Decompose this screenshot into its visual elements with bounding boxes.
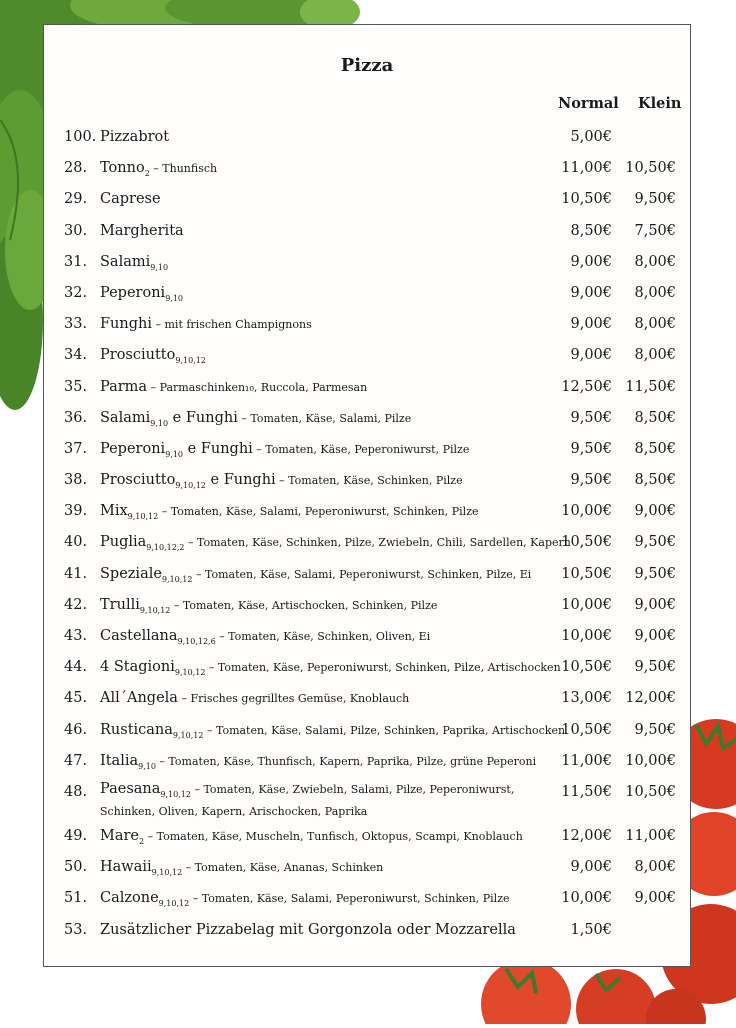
price-klein: 8,50€ — [634, 472, 676, 489]
item-description: – Tomaten, Käse, Muscheln, Tunfisch, Oktopus, Scampi, Knoblauch — [144, 829, 523, 843]
item-name-block — [100, 441, 469, 459]
menu-item — [44, 918, 690, 949]
item-allergen-codes: 9,10,12 — [175, 356, 206, 366]
item-name-suffix: e Funghi — [183, 440, 253, 457]
price-normal: 10,50€ — [561, 659, 612, 676]
item-name-block — [100, 503, 479, 521]
price-klein: 8,00€ — [634, 284, 676, 301]
item-name: Prosciutto — [100, 472, 176, 489]
item-name: Peperoni — [100, 440, 166, 457]
item-name-block — [100, 922, 516, 938]
item-allergen-codes: 9,10,12 — [160, 789, 191, 799]
menu-item — [44, 655, 690, 686]
item-name-block — [100, 690, 409, 706]
item-number: 32. — [64, 284, 88, 301]
price-klein: 7,50€ — [634, 222, 676, 239]
item-name-block — [100, 410, 411, 428]
item-name: Pizzabrot — [100, 129, 170, 145]
item-description: – Parmaschinken₁₀, Ruccola, Parmesan — [147, 380, 368, 394]
price-klein: 9,50€ — [634, 659, 676, 676]
item-name-suffix: e Funghi — [205, 472, 276, 489]
price-klein: 11,50€ — [625, 378, 676, 395]
price-normal: 9,50€ — [570, 472, 612, 489]
item-name-block — [100, 223, 184, 239]
menu-item — [44, 437, 690, 468]
item-name: Hawaii — [100, 859, 152, 876]
price-klein: 8,50€ — [634, 440, 676, 457]
item-description: – Tomaten, Käse, Thunfisch, Kapern, Paprika, Pilze, grüne Peperoni — [155, 754, 537, 768]
price-normal: 10,50€ — [561, 534, 612, 551]
price-normal: 10,00€ — [561, 628, 612, 644]
price-klein: 9,50€ — [634, 721, 676, 738]
item-name-block — [100, 191, 161, 207]
item-name-block — [100, 659, 561, 677]
item-number: 40. — [64, 534, 88, 551]
item-number: 51. — [64, 890, 88, 907]
price-normal: 11,50€ — [561, 783, 612, 800]
price-normal: 10,00€ — [561, 890, 612, 907]
price-normal: 5,00€ — [570, 129, 612, 145]
price-normal: 12,00€ — [561, 827, 612, 844]
price-klein: 9,50€ — [634, 565, 676, 582]
item-description: – Tomaten, Käse, Schinken, Oliven, Ei — [215, 630, 431, 643]
item-description: – Tomaten, Käse, Salami, Peperoniwurst, Schinken, Pilze — [189, 892, 510, 906]
menu-card — [43, 24, 691, 967]
price-klein: 8,00€ — [634, 253, 676, 270]
price-normal: 8,50€ — [570, 222, 612, 239]
price-normal: 10,00€ — [561, 503, 612, 520]
price-klein: 10,00€ — [625, 752, 676, 769]
item-description: – Tomaten, Käse, Artischocken, Schinken, Pilze — [170, 598, 438, 612]
item-number: 30. — [64, 222, 88, 239]
price-normal: 10,50€ — [561, 565, 612, 582]
item-allergen-codes: 9,10,12,2 — [146, 543, 185, 553]
menu-item — [44, 375, 690, 406]
item-name: Zusätzlicher Pizzabelag mit Gorgonzola oder Mozzarella — [100, 921, 516, 938]
item-number: 50. — [64, 859, 88, 876]
price-normal: 10,50€ — [561, 191, 612, 208]
item-name-block — [100, 597, 437, 615]
price-normal: 9,00€ — [570, 859, 612, 876]
item-allergen-codes: 2 — [144, 169, 150, 179]
item-name: All´Angela — [100, 690, 178, 707]
menu-item — [44, 530, 690, 561]
item-name-block — [100, 379, 367, 395]
menu-item — [44, 499, 690, 530]
item-number: 49. — [64, 827, 88, 844]
item-allergen-codes: 9,10,12 — [127, 512, 159, 522]
item-name: Funghi — [100, 316, 152, 333]
item-description: – Tomaten, Käse, Ananas, Schinken — [182, 861, 384, 875]
menu-item — [44, 156, 690, 187]
menu-item — [44, 824, 690, 855]
menu-item — [44, 219, 690, 250]
item-description: – Frisches gegrilltes Gemüse, Knoblauch — [177, 692, 410, 706]
item-allergen-codes: 9,10,12 — [175, 480, 206, 490]
item-name: Castellana — [100, 628, 178, 644]
item-number: 38. — [64, 472, 88, 489]
item-number: 34. — [64, 347, 88, 364]
item-name: Caprese — [100, 191, 161, 208]
price-klein: 8,00€ — [634, 347, 676, 364]
item-number: 45. — [64, 690, 88, 707]
item-number: 53. — [64, 921, 88, 938]
menu-item — [44, 686, 690, 717]
item-allergen-codes: 9,10,12 — [174, 668, 206, 678]
menu-item — [44, 749, 690, 780]
item-name-block — [100, 160, 217, 178]
item-allergen-codes: 2 — [139, 836, 145, 846]
price-normal: 9,00€ — [570, 253, 612, 270]
item-name: Prosciutto — [100, 347, 176, 364]
item-name-block — [100, 566, 531, 584]
item-name: Italia — [100, 752, 139, 769]
item-allergen-codes: 9,10,12 — [158, 899, 190, 909]
menu-item — [44, 780, 690, 824]
item-allergen-codes: 9,10,12 — [139, 605, 171, 615]
item-name: Salami — [100, 253, 151, 270]
item-name-block — [100, 347, 206, 365]
price-normal: 10,00€ — [561, 596, 612, 613]
price-klein: 10,50€ — [625, 160, 676, 177]
item-name: Calzone — [100, 890, 159, 907]
item-allergen-codes: 9,10 — [150, 262, 169, 272]
item-number: 48. — [64, 783, 88, 800]
price-klein: 12,00€ — [625, 690, 676, 707]
price-klein: 11,00€ — [625, 827, 676, 844]
price-normal: 9,50€ — [570, 409, 612, 426]
item-allergen-codes: 9,10,12 — [161, 574, 193, 584]
menu-item — [44, 281, 690, 312]
price-normal: 12,50€ — [561, 378, 612, 395]
menu-item — [44, 562, 690, 593]
item-number: 39. — [64, 503, 88, 520]
item-number: 37. — [64, 440, 88, 457]
price-normal: 9,50€ — [570, 440, 612, 457]
item-description: – mit frischen Champignons — [152, 318, 312, 332]
menu-item — [44, 855, 690, 886]
item-number: 28. — [64, 160, 88, 177]
item-number: 31. — [64, 253, 88, 270]
item-name-block — [100, 781, 530, 820]
menu-item — [44, 624, 690, 655]
item-name-suffix: e Funghi — [168, 409, 238, 426]
price-klein: 9,00€ — [634, 503, 676, 520]
menu-title: Pizza — [340, 55, 394, 76]
item-name-block — [100, 890, 510, 908]
item-name: Mix — [100, 503, 128, 520]
item-number: 33. — [64, 316, 88, 333]
price-klein: 9,00€ — [634, 628, 676, 644]
item-name: Trulli — [100, 596, 140, 613]
price-normal: 1,50€ — [570, 921, 612, 938]
item-number: 41. — [64, 565, 88, 582]
price-klein: 9,50€ — [634, 534, 676, 551]
item-allergen-codes: 9,10,12,6 — [177, 636, 216, 646]
price-normal: 13,00€ — [561, 690, 612, 707]
item-name-block — [100, 472, 463, 490]
item-description: – Tomaten, Käse, Peperoniwurst, Schinken, Pilze, Artischocken — [205, 661, 561, 675]
menu-item — [44, 886, 690, 917]
price-normal: 11,00€ — [561, 752, 612, 769]
item-number: 35. — [64, 378, 88, 395]
item-name: Salami — [100, 409, 151, 426]
item-description: – Thunfisch — [149, 162, 218, 176]
item-name: Speziale — [100, 565, 162, 582]
item-name: Paesana — [100, 780, 161, 797]
item-description: – Tomaten, Käse, Salami, Peperoniwurst, Schinken, Pilze, Ei — [192, 567, 532, 581]
item-name: Parma — [100, 378, 148, 395]
item-name-block — [100, 628, 430, 646]
item-name: Tonno — [100, 160, 145, 177]
price-normal: 10,50€ — [561, 721, 612, 738]
price-normal: 11,00€ — [561, 160, 612, 177]
item-name: Peperoni — [100, 284, 166, 301]
item-description: – Tomaten, Käse, Salami, Pilze — [237, 411, 412, 425]
item-number: 47. — [64, 752, 88, 769]
price-klein: 9,00€ — [634, 596, 676, 613]
item-name-block — [100, 534, 571, 552]
item-description: – Tomaten, Käse, Zwiebeln, Salami, Pilze, Peperoniwurst, Schinken, Oliven, Kapern, Arischocken, Paprika — [100, 782, 515, 818]
menu-item — [44, 125, 690, 156]
item-number: 36. — [64, 409, 88, 426]
item-allergen-codes: 9,10 — [165, 449, 183, 459]
item-description: – Tomaten, Käse, Salami, Pilze, Schinken, Paprika, Artischocken — [203, 723, 566, 737]
menu-item — [44, 250, 690, 281]
item-name-block — [100, 753, 536, 771]
item-name: Margherita — [100, 222, 184, 239]
item-number: 29. — [64, 191, 88, 208]
item-description: – Tomaten, Käse, Schinken, Pilze, Zwiebeln, Chili, Sardellen, Kapern — [184, 536, 571, 550]
item-name-block — [100, 722, 565, 740]
item-allergen-codes: 9,10 — [138, 761, 156, 771]
price-klein: 9,50€ — [634, 191, 676, 208]
item-description: – Tomaten, Käse, Schinken, Pilze — [275, 474, 463, 488]
item-number: 43. — [64, 628, 88, 644]
price-klein: 8,50€ — [634, 409, 676, 426]
item-allergen-codes: 9,10 — [150, 418, 169, 428]
item-name: 4 Stagioni — [100, 659, 175, 676]
menu-item — [44, 343, 690, 374]
menu-item — [44, 406, 690, 437]
item-allergen-codes: 9,10,12 — [151, 868, 183, 878]
item-name: Rusticana — [100, 721, 173, 738]
menu-list — [44, 125, 690, 949]
price-normal: 9,00€ — [570, 316, 612, 333]
item-name-block — [100, 254, 168, 272]
item-number: 44. — [64, 659, 88, 676]
price-klein: 10,50€ — [625, 783, 676, 800]
menu-item — [44, 312, 690, 343]
item-allergen-codes: 9,10 — [165, 293, 183, 303]
item-description: – Tomaten, Käse, Salami, Peperoniwurst, Schinken, Pilze — [158, 505, 479, 519]
item-number: 42. — [64, 596, 88, 613]
menu-item — [44, 593, 690, 624]
item-name-block — [100, 316, 312, 332]
price-normal: 9,00€ — [570, 284, 612, 301]
item-name-block — [100, 859, 383, 877]
item-name: Mare — [100, 827, 140, 844]
price-klein: 9,00€ — [634, 890, 676, 907]
item-name: Puglia — [100, 534, 147, 551]
price-klein: 8,00€ — [634, 859, 676, 876]
menu-item — [44, 187, 690, 218]
item-number: 100. — [64, 129, 97, 145]
column-header-klein: Klein — [638, 95, 682, 112]
item-allergen-codes: 9,10,12 — [172, 730, 204, 740]
item-number: 46. — [64, 721, 88, 738]
menu-item — [44, 718, 690, 749]
item-description: – Tomaten, Käse, Peperoniwurst, Pilze — [252, 442, 470, 456]
item-name-block — [100, 129, 169, 145]
price-normal: 9,00€ — [570, 347, 612, 364]
price-klein: 8,00€ — [634, 316, 676, 333]
menu-item — [44, 468, 690, 499]
item-name-block — [100, 285, 183, 303]
column-header-normal: Normal — [558, 95, 619, 112]
item-name-block — [100, 828, 523, 846]
